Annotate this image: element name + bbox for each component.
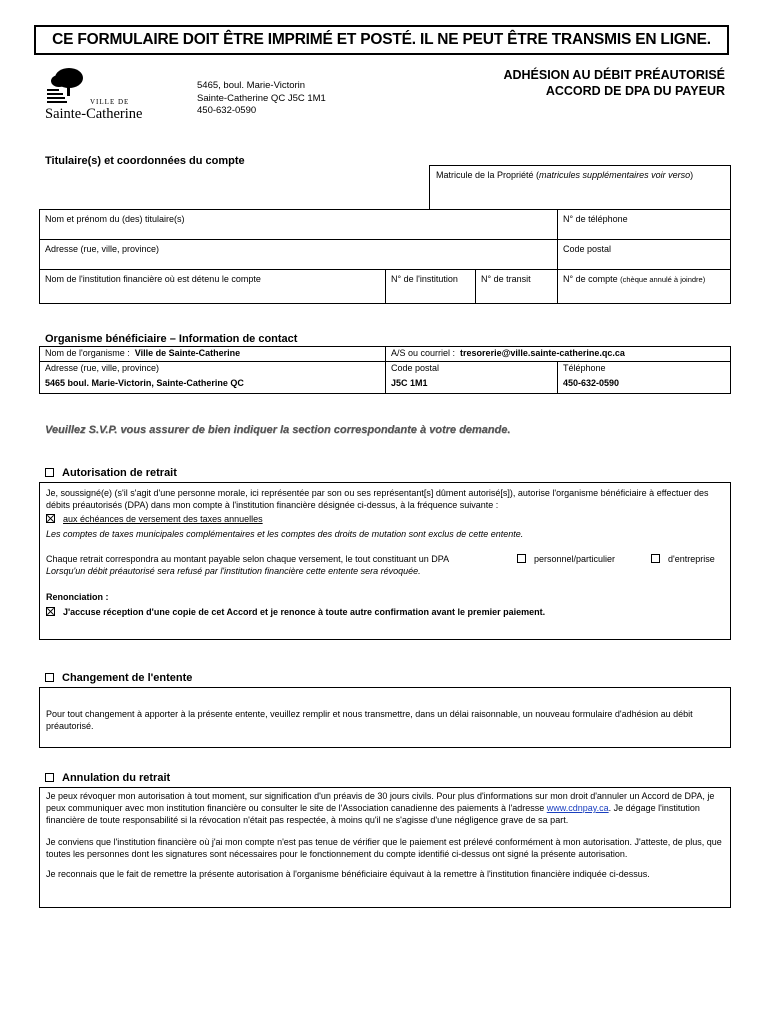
org-address-label: Adresse (rue, ville, province) (45, 363, 160, 373)
holder-address-field[interactable] (40, 240, 558, 270)
change-checkbox[interactable] (45, 673, 54, 682)
withdrawal-refused: Lorsqu'un débit préautorisé sera refusé par l'institution financière cette entente sera révoquée. (46, 566, 421, 576)
change-heading (45, 672, 192, 684)
tree-icon (45, 66, 85, 106)
personal-checkbox[interactable] (517, 554, 526, 563)
form-banner: CE FORMULAIRE DOIT ÊTRE IMPRIMÉ ET POSTÉ. IL NE PEUT ÊTRE TRANSMIS EN LIGNE. (34, 25, 729, 55)
transit-no-label: N° de transit (481, 274, 531, 284)
matricule-close: ) (690, 170, 694, 180)
annual-tax-checkbox[interactable] (46, 514, 55, 523)
org-address-label-cell (40, 362, 386, 377)
holder-name-label: Nom et prénom du (des) titulaire(s) (45, 214, 185, 224)
withdrawal-excluded: Les comptes de taxes municipales complémentaires et les comptes des droits de mutation sont exclus de cette entente. (46, 529, 524, 539)
org-phone-value: 450-632-0590 (558, 377, 731, 394)
org-postal-label: Code postal (391, 363, 440, 373)
city-logo (45, 66, 190, 122)
title-line2: ACCORD DE DPA DU PAYEUR (545, 84, 725, 98)
address-phone: 450-632-0590 (197, 105, 257, 116)
institution-no-field[interactable] (386, 270, 476, 304)
logo-ville-text: VILLE DE (90, 98, 130, 106)
holder-phone-label: N° de téléphone (563, 214, 628, 224)
holder-postal-label: Code postal (563, 244, 612, 254)
withdrawal-checkbox[interactable] (45, 468, 54, 477)
holder-heading: Titulaire(s) et coordonnées du compte (45, 155, 245, 167)
account-no-field[interactable] (558, 270, 731, 304)
org-name-label: Nom de l'organisme : (45, 348, 130, 358)
org-table (39, 346, 731, 394)
waiver-checkbox[interactable] (46, 607, 55, 616)
change-box (39, 687, 731, 748)
withdrawal-heading (45, 467, 177, 479)
cancel-para2: Je conviens que l'institution financière où j'ai mon compte n'est pas tenue de vérifier que le paiement est prélevé conformément à mon autorisation. J'atteste, de plus, que toutes les personnes dont les signatures sont nécessaires pour le fonctionnement du compte identifié ci-dessus ont signé la présente autorisation. (46, 837, 722, 859)
withdrawal-box (39, 482, 731, 640)
org-email-value: tresorerie@ville.sainte-catherine.qc.ca (460, 348, 625, 358)
waiver-text: J'accuse réception d'une copie de cet Accord et je renonce à toute autre confirmation avant le premier paiement. (63, 607, 546, 617)
cancel-para1-end: . Je dégage l'institution financière de toute responsabilité si la révocation n'était pas respectée, à moins qu'il ne s'agisse d'une négligence grave de sa part. (46, 803, 700, 825)
matricule-label: Matricule de la Propriété ( (436, 170, 540, 180)
holder-phone-field[interactable] (558, 210, 731, 240)
withdrawal-option-row (46, 513, 724, 525)
matricule-field[interactable] (429, 165, 731, 210)
personal-label: personnel/particulier (534, 554, 616, 564)
cancel-heading (45, 772, 170, 784)
change-text: Pour tout changement à apporter à la présente entente, veuillez remplir et nous transmettre, dans un délai raisonnable, un nouveau formulaire d'adhésion au débit préautorisé. (46, 709, 693, 731)
business-option (651, 553, 715, 565)
institution-name-field[interactable] (40, 270, 386, 304)
title-line1: ADHÉSION AU DÉBIT PRÉAUTORISÉ (503, 68, 725, 82)
org-address-value: 5465 boul. Marie-Victorin, Sainte-Catherine QC (40, 377, 386, 394)
org-heading: Organisme bénéficiaire – Information de contact (45, 333, 298, 345)
address-line1: 5465, boul. Marie-Victorin (197, 80, 306, 91)
business-checkbox[interactable] (651, 554, 660, 563)
change-heading-text: Changement de l'entente (62, 672, 193, 684)
org-postal-label-cell (386, 362, 558, 377)
holder-name-field[interactable] (40, 210, 558, 240)
transit-no-field[interactable] (476, 270, 558, 304)
org-phone-label-cell (558, 362, 731, 377)
institution-name-label: Nom de l'institution financière où est détenu le compte (45, 274, 261, 284)
org-name-value: Ville de Sainte-Catherine (134, 348, 241, 358)
business-label: d'entreprise (668, 554, 715, 564)
annual-tax-label: aux échéances de versement des taxes annuelles (63, 514, 263, 524)
holder-address-label: Adresse (rue, ville, province) (45, 244, 160, 254)
waiver-row (46, 606, 724, 618)
account-no-label: N° de compte (563, 274, 618, 284)
waiver-heading: Renonciation : (46, 592, 109, 602)
logo-city-name: Sainte-Catherine (45, 106, 143, 122)
holder-table (39, 209, 731, 304)
cancel-para1 (46, 790, 724, 826)
city-address (197, 80, 326, 118)
org-email-cell (386, 347, 731, 362)
org-postal-value: J5C 1M1 (386, 377, 558, 394)
cancel-box (39, 787, 731, 908)
section-notice: Veuillez S.V.P. vous assurer de bien indiquer la section correspondante à votre demande. (45, 424, 511, 436)
withdrawal-amount-row (46, 553, 724, 565)
form-title (503, 67, 725, 99)
cancel-para3: Je reconnais que le fait de remettre la présente autorisation à l'organisme bénéficiaire équivaut à la remettre à l'institution financière indiquée ci-dessus. (46, 869, 650, 879)
withdrawal-amount: Chaque retrait correspondra au montant payable selon chaque versement, le tout constituant un DPA (46, 554, 450, 564)
address-line2: Sainte-Catherine QC J5C 1M1 (197, 92, 326, 104)
personal-option (517, 553, 615, 565)
cancel-heading-text: Annulation du retrait (62, 772, 171, 784)
account-no-note: (chèque annulé à joindre) (620, 275, 706, 284)
matricule-note: matricules supplémentaires voir verso (539, 170, 691, 180)
org-email-label: A/S ou courriel : (391, 348, 456, 358)
org-phone-label: Téléphone (563, 363, 606, 373)
institution-no-label: N° de l'institution (391, 274, 458, 284)
cancel-para1-start: Je peux révoquer mon autorisation à tout moment, sur signification d'un préavis de 30 jours civils. Pour plus d'informations sur mon droit d'annuler un Accord de DPA, je peux communiquer avec mon institution financière ou consulter le site de l'Association canadienne des paiements à l'adresse (46, 791, 715, 813)
holder-postal-field[interactable] (558, 240, 731, 270)
withdrawal-heading-text: Autorisation de retrait (62, 467, 177, 479)
cancel-checkbox[interactable] (45, 773, 54, 782)
withdrawal-para1: Je, soussigné(e) (s'il s'agit d'une personne morale, ici représentée par son ou ses représentant[s] dûment autorisé[s]), autorise l'organisme bénéficiaire à effectuer des débits préautorisés (DPA) dans mon compte à l'institution financière désignée ci-dessus, à la fréquence suivante : (46, 488, 709, 510)
cdnpay-link[interactable]: www.cdnpay.ca (546, 803, 609, 813)
org-name-cell (40, 347, 386, 362)
